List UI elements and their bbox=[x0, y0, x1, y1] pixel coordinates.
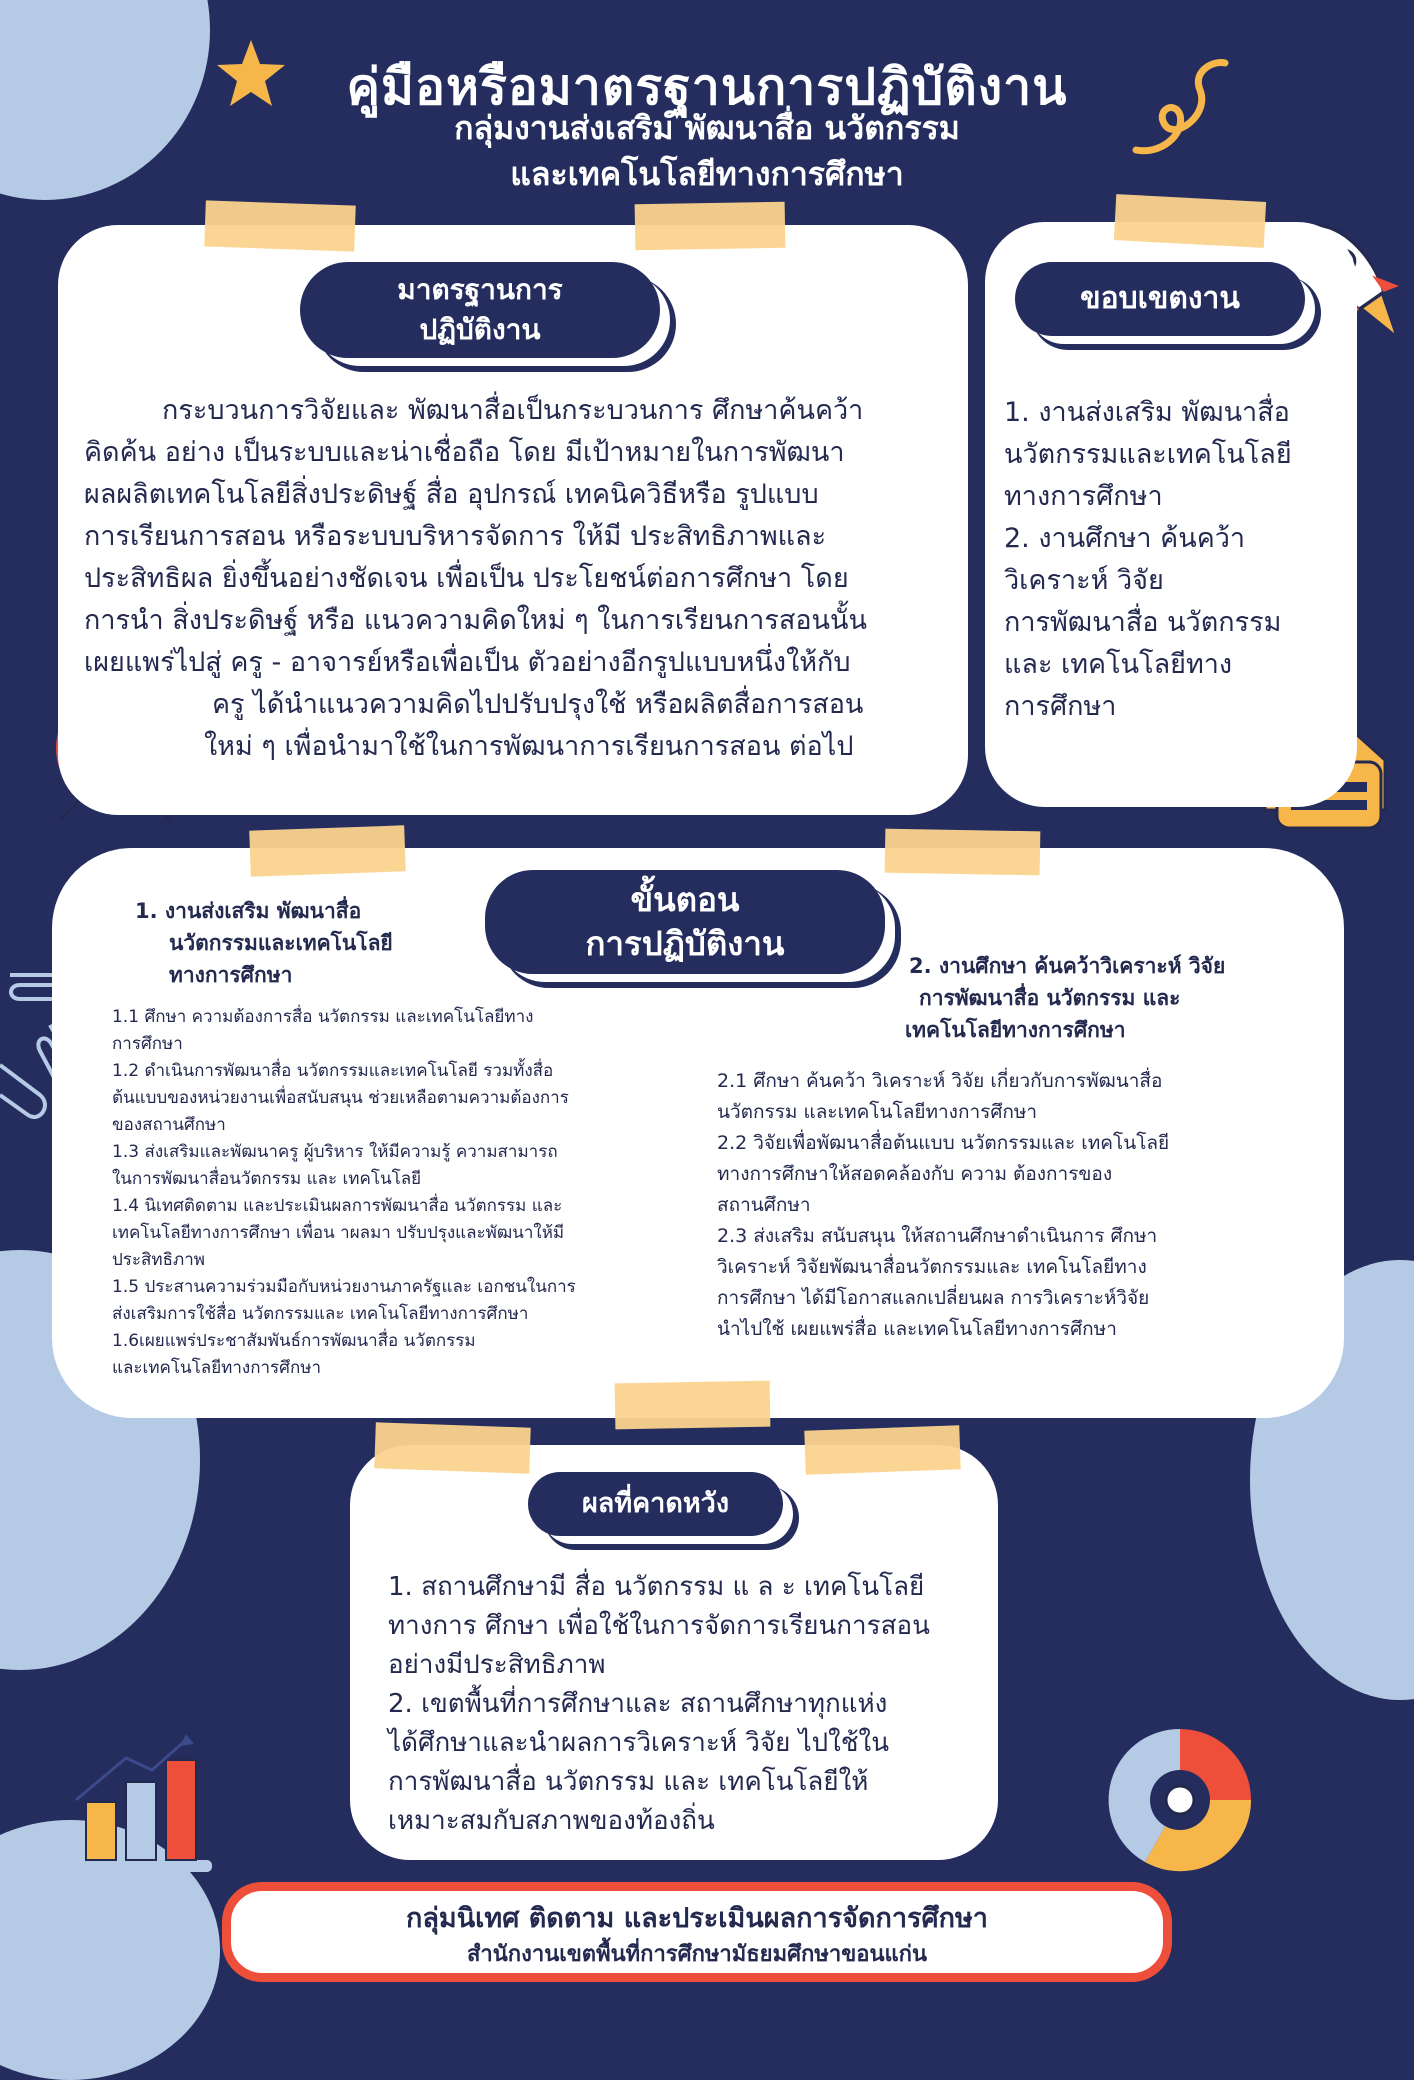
list-item: 2. งานศึกษา ค้นคว้า วิเคราะห์ วิจัย การพัฒนาสื่อ นวัตกรรม และ เทคโนโลยีทาง การศึกษา bbox=[1004, 523, 1282, 722]
standard-text: กระบวนการวิจัยและ พัฒนาสื่อเป็นกระบวนการ ศึกษาค้นคว้า คิดค้น อย่าง เป็นระบบและน่าเชื่อถือ โดย มีเป้าหมายในการพัฒนา ผลผลิตเทคโนโลยีสิ่งประดิษฐ์ สื่อ อุปกรณ์ เทคนิควิธีหรือ รูปแบบ การเรียนการสอน หรือระบบบริหารจัดการ ให้มี ประสิทธิภาพและ ประสิทธิผล ยิ่งขึ้นอย่างชัดเจน เพื่อเป็น ประโยชน์ต่อการศึกษา โดย การนำ สิ่งประดิษฐ์ หรือ แนวความคิดใหม่ ๆ ในการเรียนการสอนนั้น เผยแพร่ไปสู่ ครู - อาจารย์หรือเพื่อเป็น ตัวอย่างอีกรูปแบบหนึ่งให้กับ ครู ได้นำแนวความคิดไปปรับปรุงใช้ หรือผลิตสื่อการสอน ใหม่ ๆ เพื่อนำมาใช้ในการพัฒนาการเรียนการสอน ต่อไป bbox=[84, 395, 867, 762]
scope-heading: ขอบเขตงาน bbox=[1015, 262, 1305, 336]
expected-list bbox=[388, 1568, 988, 1841]
list-item: 1.6เผยแพร่ประชาสัมพันธ์การพัฒนาสื่อ นวัตกรรม bbox=[112, 1331, 476, 1351]
star-icon bbox=[215, 38, 287, 108]
list-item: 1. สถานศึกษามี สื่อ นวัตกรรม แ ล ะ เทคโนโลยี ทางการ ศึกษา เพื่อใช้ในการจัดการเรียนการสอน อย่างมีประสิทธิภาพ bbox=[388, 1572, 930, 1680]
list-item: 2.3 ส่งเสริม สนับสนุน ให้สถานศึกษาดำเนินการ ศึกษา วิเคราะห์ วิจัยพัฒนาสื่อนวัตกรรมและ เทคโนโลยีทาง การศึกษา ได้มีโอกาสแลกเปลี่ยนผล การวิเคราะห์วิจัย นำไปใช้ เผยแพร่สื่อ และเทคโนโลยีทางการศึกษา bbox=[717, 1225, 1158, 1340]
standard-heading: มาตรฐานการ ปฏิบัติงาน bbox=[300, 262, 660, 358]
list-item: ของสถานศึกษา bbox=[112, 1115, 226, 1135]
bar-chart-icon bbox=[66, 1730, 216, 1880]
list-item: 1.5 ประสานความร่วมมือกับหน่วยงานภาครัฐและ เอกชนในการ bbox=[112, 1277, 576, 1297]
list-item: การศึกษา bbox=[112, 1034, 183, 1054]
footer-title: กลุ่มนิเทศ ติดตาม และประเมินผลการจัดการศึกษา bbox=[406, 1903, 988, 1934]
page-title: คู่มือหรือมาตรฐานการปฏิบัติงาน bbox=[346, 58, 1068, 116]
list-item: ประสิทธิภาพ bbox=[112, 1250, 205, 1270]
expected-heading: ผลที่คาดหวัง bbox=[528, 1472, 783, 1536]
procedure-heading: ขั้นตอน การปฏิบัติงาน bbox=[485, 870, 885, 974]
tape bbox=[885, 829, 1041, 876]
list-item: 1.1 ศึกษา ความต้องการสื่อ นวัตกรรม และเทคโนโลยีทาง bbox=[112, 1007, 534, 1027]
procedure-left-title: 1. งานส่งเสริม พัฒนาสื่อ นวัตกรรมและเทคโนโลยี ทางการศึกษา bbox=[135, 899, 393, 987]
list-item: 2.2 วิจัยเพื่อพัฒนาสื่อต้นแบบ นวัตกรรมและ เทคโนโลยี ทางการศึกษาให้สอดคล้องกับ ความ ต้องการของ สถานศึกษา bbox=[717, 1132, 1170, 1216]
list-item: ส่งเสริมการใช้สื่อ นวัตกรรมและ เทคโนโลยีทางการศึกษา bbox=[112, 1304, 529, 1324]
list-item: เทคโนโลยีทางการศึกษา เพื่อน าผลมา ปรับปรุงและพัฒนาให้มี bbox=[112, 1223, 565, 1243]
tape bbox=[1114, 194, 1266, 248]
page-subtitle: กลุ่มงานส่งเสริม พัฒนาสื่อ นวัตกรรม และเทคโนโลยีทางการศึกษา bbox=[454, 109, 960, 193]
pie-chart-icon bbox=[1105, 1725, 1255, 1875]
list-item: 2. เขตพื้นที่การศึกษาและ สถานศึกษาทุกแห่ง ได้ศึกษาและนำผลการวิเคราะห์ วิจัย ไปใช้ใน การพัฒนาสื่อ นวัตกรรม และ เทคโนโลยีให้ เหมาะสมกับสภาพของท้องถิ่น bbox=[388, 1689, 889, 1836]
list-item: ในการพัฒนาสื่อนวัตกรรม และ เทคโนโลยี bbox=[112, 1169, 422, 1189]
list-item: 1.3 ส่งเสริมและพัฒนาครู ผู้บริหาร ให้มีความรู้ ความสามารถ bbox=[112, 1142, 558, 1162]
scope-list bbox=[1004, 392, 1349, 728]
tape bbox=[635, 202, 786, 251]
tape bbox=[374, 1422, 531, 1473]
footer-subtitle: สำนักงานเขตพื้นที่การศึกษามัธยมศึกษาขอนแก่น bbox=[466, 1942, 928, 1967]
swirl-icon bbox=[1130, 55, 1230, 165]
list-item: ต้นแบบของหน่วยงานเพื่อสนับสนุน ช่วยเหลือตามความต้องการ bbox=[112, 1088, 569, 1108]
list-item: 1. งานส่งเสริม พัฒนาสื่อ นวัตกรรมและเทคโนโลยี ทางการศึกษา bbox=[1004, 397, 1292, 512]
list-item: 1.2 ดำเนินการพัฒนาสื่อ นวัตกรรมและเทคโนโลยี รวมทั้งสื่อ bbox=[112, 1061, 554, 1081]
list-item: และเทคโนโลยีทางการศึกษา bbox=[112, 1358, 322, 1378]
procedure-right-list bbox=[717, 1066, 1317, 1345]
footer-banner bbox=[222, 1882, 1172, 1982]
procedure-left-list bbox=[112, 1004, 692, 1382]
tape bbox=[204, 200, 356, 251]
procedure-right-title: 2. งานศึกษา ค้นคว้าวิเคราะห์ วิจัย การพัฒนาสื่อ นวัตกรรม และ เทคโนโลยีทางการศึกษา bbox=[905, 954, 1226, 1042]
list-item: 2.1 ศึกษา ค้นคว้า วิเคราะห์ วิจัย เกี่ยวกับการพัฒนาสื่อ นวัตกรรม และเทคโนโลยีทางการศึกษา bbox=[717, 1070, 1163, 1123]
list-item: 1.4 นิเทศติดตาม และประเมินผลการพัฒนาสื่อ นวัตกรรม และ bbox=[112, 1196, 563, 1216]
tape bbox=[804, 1425, 960, 1474]
tape bbox=[249, 825, 406, 876]
tape bbox=[615, 1381, 771, 1430]
